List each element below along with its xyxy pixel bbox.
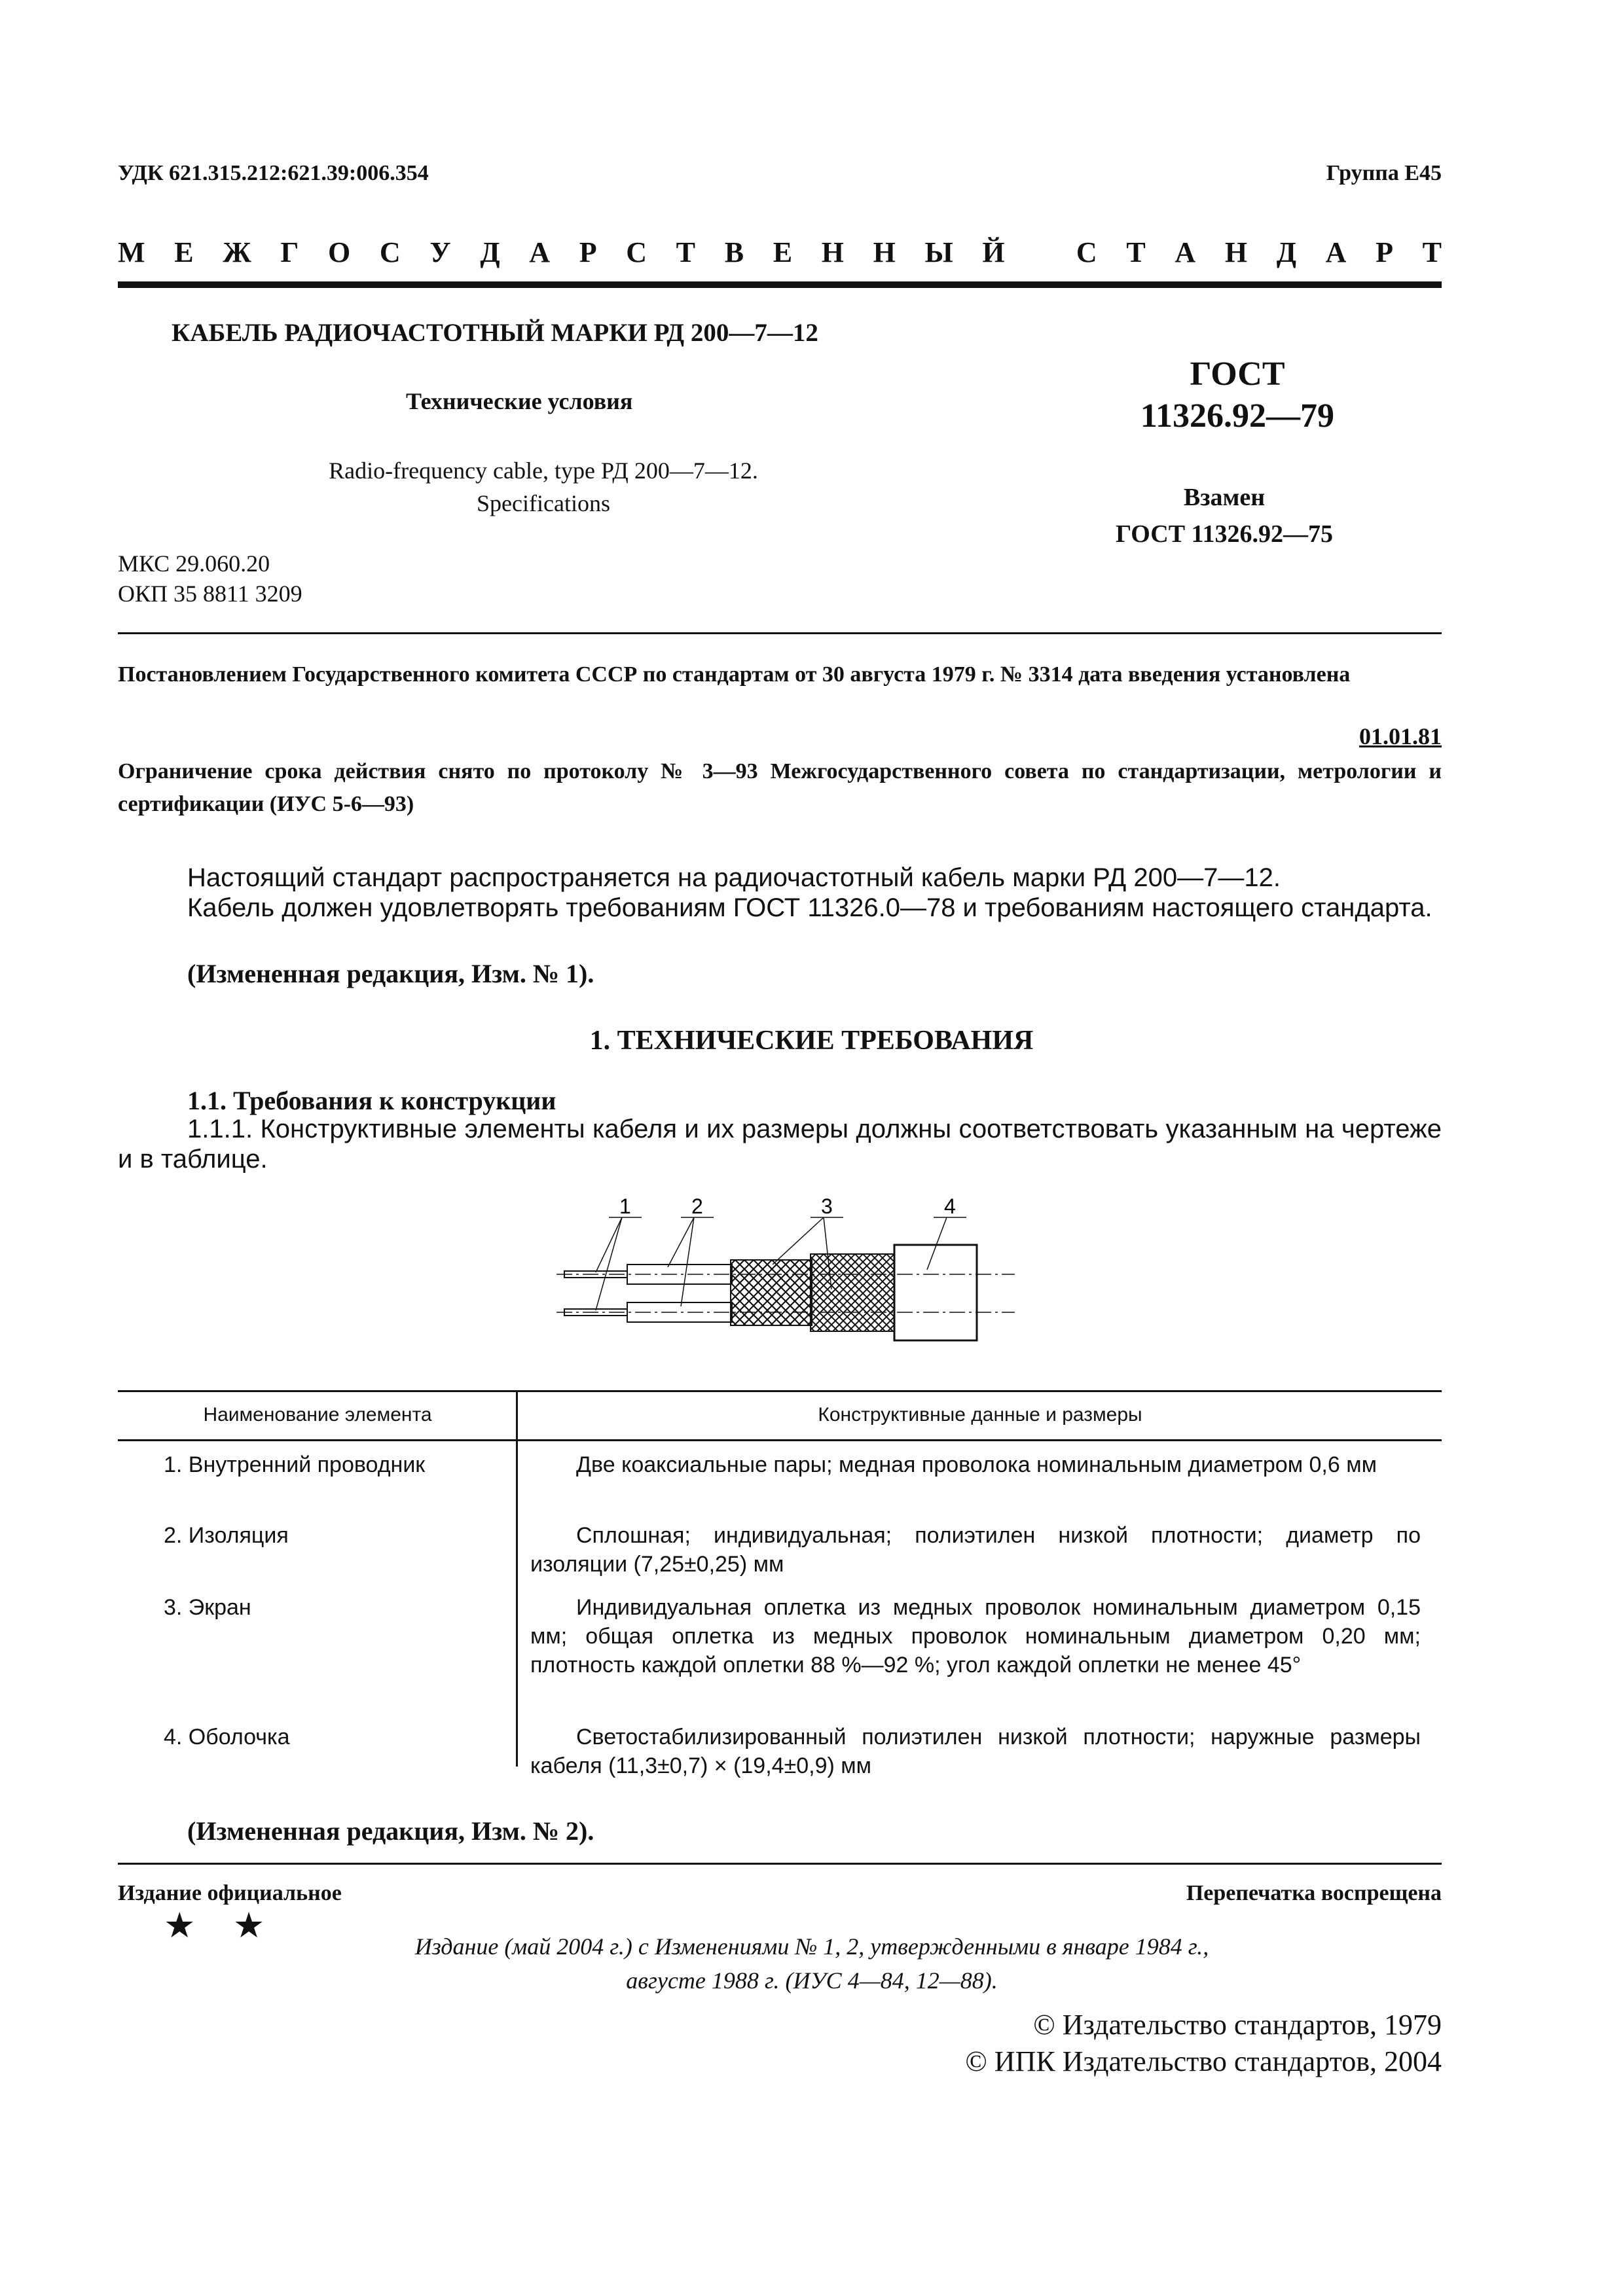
row-element-name: 1. Внутренний проводник bbox=[164, 1452, 426, 1477]
subsection-title: 1.1. Требования к конструкции bbox=[187, 1086, 556, 1115]
row-element-name: 3. Экран bbox=[164, 1595, 251, 1620]
classification-codes: МКС 29.060.20 ОКП 35 8811 3209 bbox=[118, 550, 302, 607]
column-header-data: Конструктивные данные и размеры bbox=[818, 1404, 1142, 1426]
introduction-date: 01.01.81 bbox=[1359, 723, 1442, 749]
drawing-label-2: 2 bbox=[691, 1194, 703, 1218]
replaces-block: Взамен ГОСТ 11326.92—75 bbox=[1116, 484, 1333, 548]
column-header-element: Наименование элемента bbox=[203, 1404, 432, 1426]
cable-drawing bbox=[556, 1191, 1028, 1391]
table-header bbox=[118, 1390, 1442, 1441]
document-subtitle: Технические условия bbox=[406, 388, 633, 414]
intro-paragraphs: Настоящий стандарт распространяется на радиочастотный кабель марки РД 200—7—12. Кабель должен удовлетворять требованиям ГОСТ 11326.0—78 и требованиям настоящего стандарта. bbox=[187, 863, 1432, 922]
header-rule bbox=[118, 281, 1442, 288]
footer-rule bbox=[118, 1863, 1442, 1865]
copyright: © Издательство стандартов, 1979 © ИПК Издательство стандартов, 2004 bbox=[965, 2009, 1442, 2077]
drawing-label-1: 1 bbox=[619, 1194, 631, 1218]
group-code: Группа Е45 bbox=[1326, 161, 1442, 185]
udk-code: УДК 621.315.212:621.39:006.354 bbox=[118, 161, 429, 185]
drawing-label-3: 3 bbox=[821, 1194, 833, 1218]
limitation-note: Ограничение срока действия снято по протоколу № 3—93 Межгосударственного совета по стандартизации, метрологии и сертификации (ИУС 5-6—93) bbox=[118, 759, 1442, 816]
gost-number-block: ГОСТ 11326.92—79 bbox=[1140, 355, 1335, 435]
official-edition: Издание официальное bbox=[118, 1881, 342, 1905]
construction-table bbox=[118, 1390, 1442, 1778]
divider-rule bbox=[118, 632, 1442, 634]
section-title: 1. ТЕХНИЧЕСКИЕ ТРЕБОВАНИЯ bbox=[589, 1026, 1034, 1056]
clause-1-1-1: 1.1.1. Конструктивные элементы кабеля и их размеры должны соответствовать указанным на чертеже и в таблице. bbox=[118, 1115, 1442, 1174]
amendment-note-2: (Измененная редакция, Изм. № 2). bbox=[187, 1816, 594, 1846]
row-element-data: Индивидуальная оплетка из медных проволок номинальным диаметром 0,15 мм; общая оплетка из медных проволок номинальным диаметром 0,20 мм; плотность каждой оплетки 88 %—92 %; угол каждой оплетки не менее 45° bbox=[530, 1595, 1421, 1677]
row-element-name: 2. Изоляция bbox=[164, 1523, 289, 1548]
amendment-note-1: (Измененная редакция, Изм. № 1). bbox=[187, 959, 594, 988]
reprint-prohibited: Перепечатка воспрещена bbox=[1186, 1881, 1442, 1905]
english-title: Radio-frequency cable, type РД 200—7—12. Specifications bbox=[329, 457, 758, 516]
row-element-name: 4. Оболочка bbox=[164, 1725, 290, 1749]
star-icon: ★ ★ bbox=[164, 1906, 280, 1945]
decree-text: Постановлением Государственного комитета СССР по стандартам от 30 августа 1979 г. № 3314 дата введения установлена bbox=[118, 662, 1351, 687]
row-element-data: Светостабилизированный полиэтилен низкой плотности; наружные размеры кабеля (11,3±0,7) × (19,4±0,9) мм bbox=[530, 1725, 1421, 1778]
interstate-standard-banner: М Е Ж Г О С У Д А Р С Т В Е Н Н Ы Й С Т А Н Д А Р Т bbox=[118, 236, 1442, 268]
row-element-data: Сплошная; индивидуальная; полиэтилен низкой плотности; диаметр по изоляции (7,25±0,25) мм bbox=[530, 1523, 1421, 1577]
edition-note: Издание (май 2004 г.) с Изменениями № 1, 2, утвержденными в январе 1984 г., августе 1988 г. (ИУС 4—84, 12—88). bbox=[414, 1933, 1209, 1994]
drawing-label-4: 4 bbox=[944, 1194, 956, 1218]
row-element-data: Две коаксиальные пары; медная проволока номинальным диаметром 0,6 мм bbox=[576, 1452, 1377, 1477]
document-title: КАБЕЛЬ РАДИОЧАСТОТНЫЙ МАРКИ РД 200—7—12 bbox=[172, 319, 818, 347]
